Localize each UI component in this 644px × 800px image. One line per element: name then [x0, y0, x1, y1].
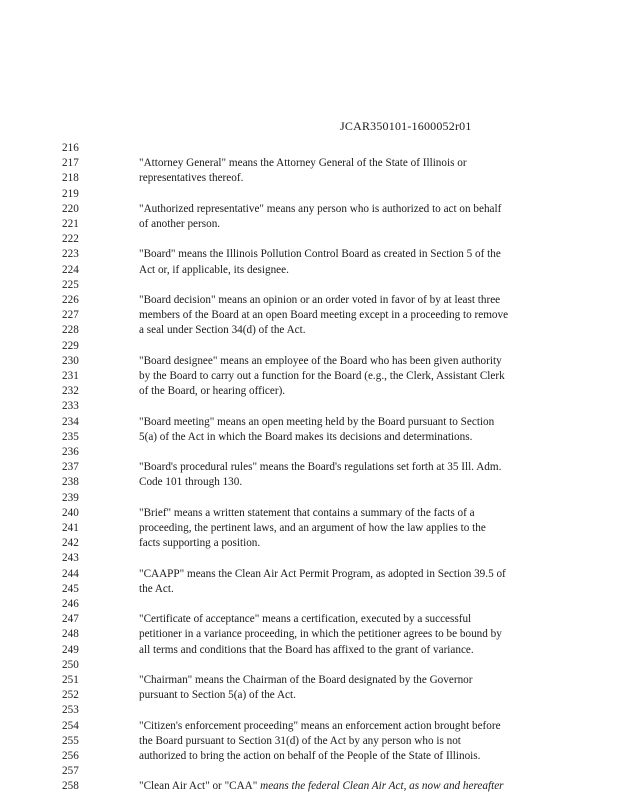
text-segment: "Board designee" means an employee of the Board who has been given authority: [139, 354, 502, 367]
text-segment: "CAAPP" means the Clean Air Act Permit Program, as adopted in Section 39.5 of: [139, 567, 506, 580]
line-text: [139, 475, 242, 490]
text-segment: all terms and conditions that the Board has affixed to the grant of variance.: [139, 643, 474, 656]
line-number: 242: [62, 537, 79, 550]
text-segment: Code 101 through 130.: [139, 476, 243, 489]
line-number: 255: [62, 734, 79, 747]
line-number: 252: [62, 689, 79, 702]
line-number: 218: [62, 172, 79, 185]
line-text: [139, 430, 472, 445]
text-segment: petitioner in a variance proceeding, in which the petitioner agrees to be bound by: [139, 628, 502, 641]
line-text: [139, 536, 260, 551]
text-segment: "Clean Air Act" or "CAA": [139, 780, 261, 793]
line-number: 247: [62, 613, 79, 626]
line-number: 240: [62, 506, 79, 519]
line-text: [139, 369, 505, 384]
line-number: 253: [62, 704, 79, 717]
line-number: 251: [62, 674, 79, 686]
line-number: 221: [62, 218, 79, 230]
text-segment: by the Board to carry out a function for the Board (e.g., the Clerk, Assistant Clerk: [139, 370, 505, 382]
text-segment: "Brief" means a written statement that contains a summary of the facts of a: [139, 506, 475, 519]
line-text: [139, 734, 461, 749]
line-text: [139, 506, 475, 521]
line-number: 217: [62, 157, 79, 170]
line-number: 224: [62, 263, 79, 276]
text-segment: "Board" means the Illinois Pollution Control Board as created in Section 5 of the: [139, 248, 501, 261]
line-text: [139, 521, 486, 536]
text-segment: a seal under Section 34(d) of the Act.: [139, 324, 306, 337]
line-text: [139, 749, 480, 764]
line-number: 235: [62, 430, 79, 443]
line-number: 229: [62, 339, 79, 352]
line-number: 250: [62, 658, 79, 671]
line-number: 230: [62, 354, 79, 367]
line-number: 237: [62, 461, 79, 474]
line-text: [139, 643, 474, 658]
italic-text-segment: means the federal Clean Air Act, as now and hereafter: [260, 780, 504, 793]
line-text: [139, 688, 296, 703]
line-text: [139, 293, 500, 308]
line-number: 223: [62, 248, 79, 261]
line-number: 245: [62, 582, 79, 595]
line-number: 232: [62, 385, 79, 398]
line-text: [139, 673, 472, 688]
line-number: 246: [62, 598, 79, 610]
text-segment: "Board meeting" means an open meeting held by the Board pursuant to Section: [139, 415, 495, 428]
line-number: 219: [62, 187, 79, 200]
line-number: 231: [62, 370, 79, 382]
line-number: 257: [62, 765, 79, 778]
line-number: 244: [62, 567, 79, 580]
text-segment: "Attorney General" means the Attorney General of the State of Illinois or: [139, 157, 467, 170]
line-text: [139, 354, 502, 369]
line-number: 216: [62, 142, 79, 154]
line-text: [139, 415, 494, 430]
line-text: [139, 247, 501, 262]
line-text: [139, 323, 306, 338]
line-number: 258: [62, 780, 79, 793]
line-number: 233: [62, 400, 79, 413]
text-segment: the Board pursuant to Section 31(d) of the Act by any person who is not: [139, 734, 461, 747]
line-number: 239: [62, 491, 79, 504]
text-segment: members of the Board at an open Board meeting except in a proceeding to remove: [139, 309, 509, 322]
text-segment: pursuant to Section 5(a) of the Act.: [139, 689, 296, 702]
line-text: [139, 582, 174, 597]
line-text: [139, 217, 220, 232]
line-number: 248: [62, 628, 79, 641]
line-number: 256: [62, 750, 79, 762]
text-segment: the Act.: [139, 582, 174, 595]
line-number: 226: [62, 294, 79, 306]
text-segment: "Board's procedural rules" means the Board's regulations set forth at 35 Ill. Adm.: [139, 461, 502, 474]
line-number: 227: [62, 309, 79, 322]
line-text: [139, 171, 243, 186]
line-number: 243: [62, 552, 79, 565]
line-number: 234: [62, 415, 79, 428]
text-segment: 5(a) of the Act in which the Board makes its decisions and determinations.: [139, 430, 473, 443]
line-number: 238: [62, 476, 79, 489]
text-segment: "Chairman" means the Chairman of the Board designated by the Governor: [139, 674, 473, 686]
line-text: [139, 627, 502, 642]
line-text: [139, 567, 506, 582]
line-text: [139, 202, 501, 217]
document-id: JCAR350101-1600052r01: [340, 119, 472, 133]
line-number: 241: [62, 522, 79, 534]
line-number: 254: [62, 719, 79, 732]
line-text: [139, 779, 504, 794]
text-segment: "Authorized representative" means any person who is authorized to act on behalf: [139, 202, 502, 215]
line-number: 228: [62, 324, 79, 337]
text-segment: authorized to bring the action on behalf of the People of the State of Illinois.: [139, 750, 481, 762]
text-segment: representatives thereof.: [139, 172, 244, 185]
line-number: 225: [62, 278, 79, 291]
line-text: [139, 460, 501, 475]
text-segment: Act or, if applicable, its designee.: [139, 263, 289, 276]
line-number: 220: [62, 202, 79, 215]
line-text: [139, 719, 501, 734]
line-number: 249: [62, 643, 79, 656]
text-segment: "Citizen's enforcement proceeding" means an enforcement action brought before: [139, 719, 501, 732]
line-number: 236: [62, 446, 79, 458]
text-segment: proceeding, the pertinent laws, and an argument of how the law applies to the: [139, 522, 486, 534]
line-text: [139, 612, 471, 627]
text-segment: of the Board, or hearing officer).: [139, 385, 286, 398]
line-text: [139, 384, 285, 399]
text-segment: "Certificate of acceptance" means a certification, executed by a successful: [139, 613, 472, 626]
line-text: [139, 263, 289, 278]
line-text: [139, 308, 508, 323]
text-segment: facts supporting a position.: [139, 537, 261, 550]
line-text: [139, 156, 467, 171]
text-segment: "Board decision" means an opinion or an order voted in favor of by at least three: [139, 294, 501, 306]
line-number: 222: [62, 233, 79, 246]
text-segment: of another person.: [139, 218, 221, 230]
